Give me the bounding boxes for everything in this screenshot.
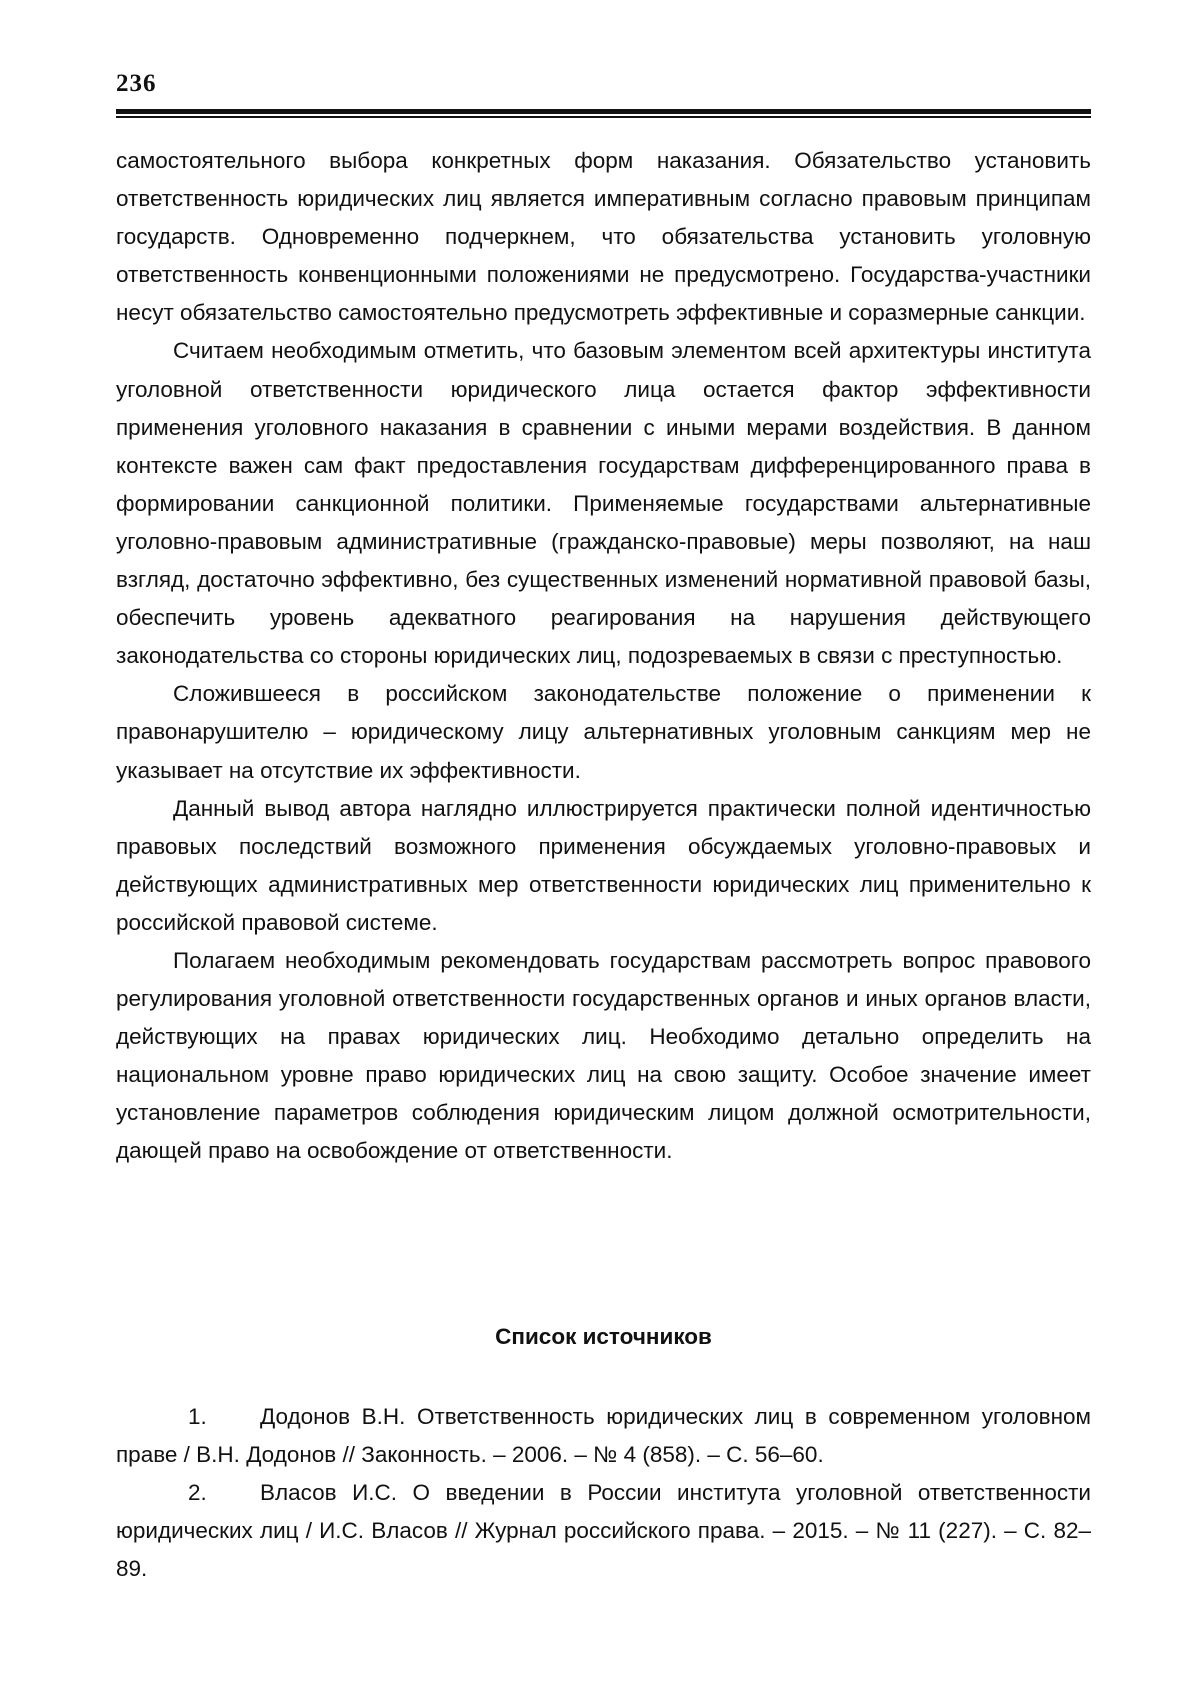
sources-heading: Список источников — [495, 1324, 712, 1349]
source-item — [116, 1398, 1091, 1474]
sources-list — [116, 1398, 1091, 1588]
paragraph: Полагаем необходимым рекомендовать государствам рассмотреть вопрос правового регулирования уголовной ответственности государственных органов и иных органов власти, действующих на правах юридических лиц. Необходимо детально определить на национальном уровне право юридических лиц на свою защиту. Особое значение имеет установление параметров соблюдения юридическим лицом должной осмотрительности, дающей право на освобождение от ответственности. — [116, 947, 1091, 1164]
body-text — [116, 142, 1091, 1171]
source-number: 1. — [188, 1404, 207, 1429]
header-rule-thick — [116, 109, 1091, 114]
paragraph: Сложившееся в российском законодательстве положение о применении к правонарушителю – юридическому лицу альтернативных уголовным санкциям мер не указывает на отсутствие их эффективности. — [116, 681, 1091, 783]
paragraph: Считаем необходимым отметить, что базовым элементом всей архитектуры института уголовной ответственности юридического лица остается фактор эффективности применения уголовного наказания в сравнении с иными мерами воздействия. В данном контексте важен сам факт предоставления государствам дифференцированного права в формировании санкционной политики. Применяемые государствами альтернативные уголовно-правовым административные (гражданско-правовые) меры позволяют, на наш взгляд, достаточно эффективно, без существенных изменений нормативной правовой базы, обеспечить уровень адекватного реагирования на нарушения действующего законодательства со стороны юридических лиц, подозреваемых в связи с преступностью. — [116, 338, 1091, 669]
source-text: Додонов В.Н. Ответственность юридических лиц в современном уголовном праве / В.Н. Додонов // Законность. – 2006. – № 4 (858). – С. 56–60. — [116, 1404, 1091, 1468]
paragraph: Данный вывод автора наглядно иллюстрируется практически полной идентичностью правовых последствий возможного применения обсуждаемых уголовно-правовых и действующих административных мер ответственности юридических лиц применительно к российской правовой системе. — [116, 795, 1091, 935]
source-number: 2. — [188, 1480, 207, 1506]
header-rule-thin — [116, 116, 1091, 118]
source-item — [116, 1474, 1091, 1588]
page-number: 236 — [116, 70, 157, 97]
paragraph: самостоятельного выбора конкретных форм наказания. Обязательство установить ответственность юридических лиц является императивным согласно правовым принципам государств. Одновременно подчеркнем, что обязательства установить уголовную ответственность конвенционными положениями не предусмотрено. Государства-участники несут обязательство самостоятельно предусмотреть эффективные и соразмерные санкции. — [116, 148, 1091, 326]
source-text: Власов И.С. О введении в России института уголовной ответственности юридических лиц / И.С. Власов // Журнал российского права. – 2015. – № 11 (227). – С. 82–89. — [116, 1480, 1091, 1582]
